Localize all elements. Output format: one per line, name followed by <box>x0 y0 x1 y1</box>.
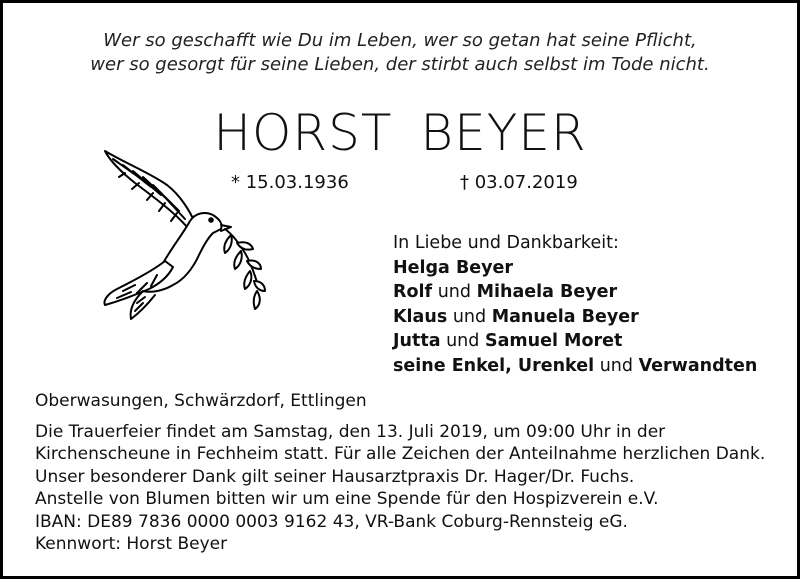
memorial-verse <box>3 29 797 77</box>
last-name: BEYER <box>420 104 587 162</box>
service-details <box>35 390 777 556</box>
places-line: Oberwasungen, Schwärzdorf, Ettlingen <box>35 391 367 411</box>
family-line-1: Helga Beyer <box>393 257 514 278</box>
family-line-5: seine Enkel, Urenkel und Verwandten <box>393 355 758 376</box>
donation-line-3: Kennwort: Horst Beyer <box>35 534 228 554</box>
dove-with-olive-branch-icon <box>95 143 310 328</box>
service-line-2: Kirchenscheune in Fechheim statt. Für alle Zeichen der Anteilnahme herzlichen Dank. <box>35 444 766 464</box>
first-name: HORST <box>213 104 393 162</box>
family-line-4: Jutta und Samuel Moret <box>393 331 623 351</box>
death-date: † 03.07.2019 <box>460 172 578 193</box>
birth-date: * 15.03.1936 <box>231 172 349 193</box>
verse-line-2: wer so gesorgt für seine Lieben, der stirbt auch selbst im Tode nicht. <box>90 54 710 75</box>
donation-line-2: IBAN: DE89 7836 0000 0003 9162 43, VR-Bank Coburg-Rennsteig eG. <box>35 511 628 532</box>
thanks-line: Unser besonderer Dank gilt seiner Hausarztpraxis Dr. Hager/Dr. Fuchs. <box>35 466 635 487</box>
service-line-1: Die Trauerfeier findet am Samstag, den 13. Juli 2019, um 09:00 Uhr in der <box>35 421 666 442</box>
family-line-2: Rolf und Mihaela Beyer <box>393 282 618 302</box>
family-list <box>393 231 757 378</box>
family-line-3: Klaus und Manuela Beyer <box>393 306 639 327</box>
verse-line-1: Wer so geschafft wie Du im Leben, wer so getan hat seine Pflicht, <box>103 30 697 51</box>
family-intro: In Liebe und Dankbarkeit: <box>393 233 619 253</box>
donation-line-1: Anstelle von Blumen bitten wir um eine Spende für den Hospizverein e.V. <box>35 489 659 509</box>
